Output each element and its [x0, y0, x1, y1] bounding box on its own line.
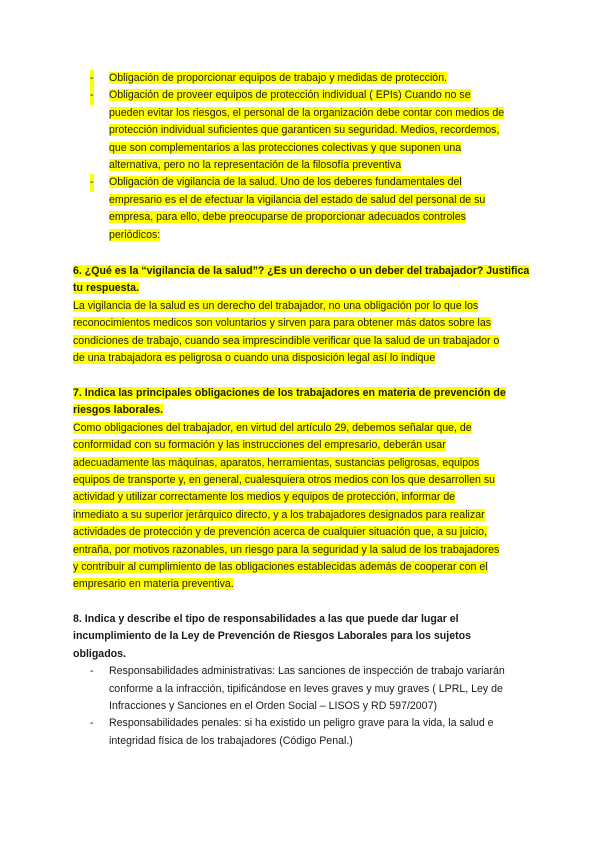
answer-text: actividades de protección y de prevención acerca de cualquier situación que, a su juicio,: [73, 526, 487, 539]
answer-text: equipos de transporte y, en general, cualesquiera otros medios con los que desarrollen su: [73, 473, 496, 486]
list-item-text: Obligación de vigilancia de la salud. Uno de los deberes fundamentales del: [109, 176, 462, 189]
list-dash: -: [90, 717, 94, 730]
list-item-text: conforme a la infracción, tipificándose en leves graves y muy graves ( LPRL, Ley de: [109, 682, 503, 695]
list-item: [73, 663, 543, 715]
list-item-text: Infracciones y Sanciones en el Orden Social – LISOS y RD 597/2007): [109, 699, 437, 712]
list-item-text: que son complementarios a las protecciones colectivas y que suponen una: [109, 141, 462, 154]
answer-text: Como obligaciones del trabajador, en virtud del artículo 29, debemos señalar que, de: [73, 421, 472, 434]
answer-text: entraña, por motivos razonables, un riesgo para la seguridad y la salud de los trabajadores: [73, 543, 500, 556]
list-item-text: periódicos:: [109, 228, 161, 241]
list-item-text: protección individual suficientes que garanticen su seguridad. Medios, recordemos,: [109, 124, 500, 137]
answer-text: actividad y utilizar correctamente los medios y equipos de protección, informar de: [73, 491, 456, 504]
question-title: 6. ¿Qué es la “vigilancia de la salud”? ¿Es un derecho o un deber del trabajador? Justifica: [73, 265, 530, 277]
answer-text: empresario en materia preventiva.: [73, 578, 234, 591]
question-title: 7. Indica las principales obligaciones de los trabajadores en materia de prevención de: [73, 387, 506, 399]
list-item: [73, 70, 543, 87]
employer-obligations-list: [73, 70, 543, 244]
question-title: tu respuesta.: [73, 282, 139, 295]
list-item-text: pueden evitar los riesgos, el personal de la organización debe contar con medios de: [109, 106, 505, 119]
list-item: [73, 87, 543, 174]
question-title: riesgos laborales.: [73, 404, 164, 417]
question-title: obligados.: [73, 647, 126, 660]
list-dash: -: [90, 87, 94, 104]
answer-text: adecuadamente las máquinas, aparatos, herramientas, sustancias peligrosas, equipos: [73, 456, 480, 469]
list-item-text: Responsabilidades administrativas: Las sanciones de inspección de trabajo variarán: [109, 665, 505, 678]
list-item-text: Obligación de proporcionar equipos de trabajo y medidas de protección.: [109, 72, 448, 84]
question-title: incumplimiento de la Ley de Prevención de Riesgos Laborales para los sujetos: [73, 630, 471, 643]
answer-text: inmediato a su superior jerárquico directo, y a los trabajadores designados para realizar: [73, 508, 485, 521]
list-item-text: Responsabilidades penales: si ha existido un peligro grave para la vida, la salud e: [109, 717, 494, 730]
answer-text: La vigilancia de la salud es un derecho del trabajador, no una obligación por lo que los: [73, 299, 479, 312]
question-8: [73, 611, 543, 750]
list-item-text: integridad física de los trabajadores (Código Penal.): [109, 734, 353, 747]
list-item: [73, 174, 543, 244]
answer-text: y contribuir al cumplimiento de las obligaciones establecidas además de cooperar con el: [73, 560, 488, 573]
question-7: [73, 385, 543, 594]
answer-text: condiciones de trabajo, cuando sea imprescindible verificar que la salud de un trabajador o: [73, 334, 500, 347]
list-dash: -: [90, 665, 94, 678]
list-dash: -: [90, 70, 94, 87]
answer-text: reconocimientos medicos son voluntarios y sirven para para obtener más datos sobre las: [73, 317, 492, 330]
answer-text: conformidad con su formación y las instrucciones del empresario, deberán usar: [73, 439, 446, 452]
answer-text: de una trabajadora es peligrosa o cuando una disposición legal así lo indique: [73, 351, 436, 364]
list-item-text: Obligación de proveer equipos de protección individual ( EPIs) Cuando no se: [109, 89, 471, 102]
list-dash: -: [90, 174, 94, 191]
question-title: 8. Indica y describe el tipo de responsabilidades a las que puede dar lugar el: [73, 613, 459, 625]
list-item: [73, 715, 543, 750]
list-item-text: empresa, para ello, debe preocuparse de proporcionar adecuados controles: [109, 211, 466, 224]
list-item-text: empresario es el de efectuar la vigilancia del estado de salud del personal de su: [109, 193, 486, 206]
list-item-text: alternativa, pero no la representación de la filosofía preventiva: [109, 158, 402, 171]
question-6: [73, 263, 543, 367]
